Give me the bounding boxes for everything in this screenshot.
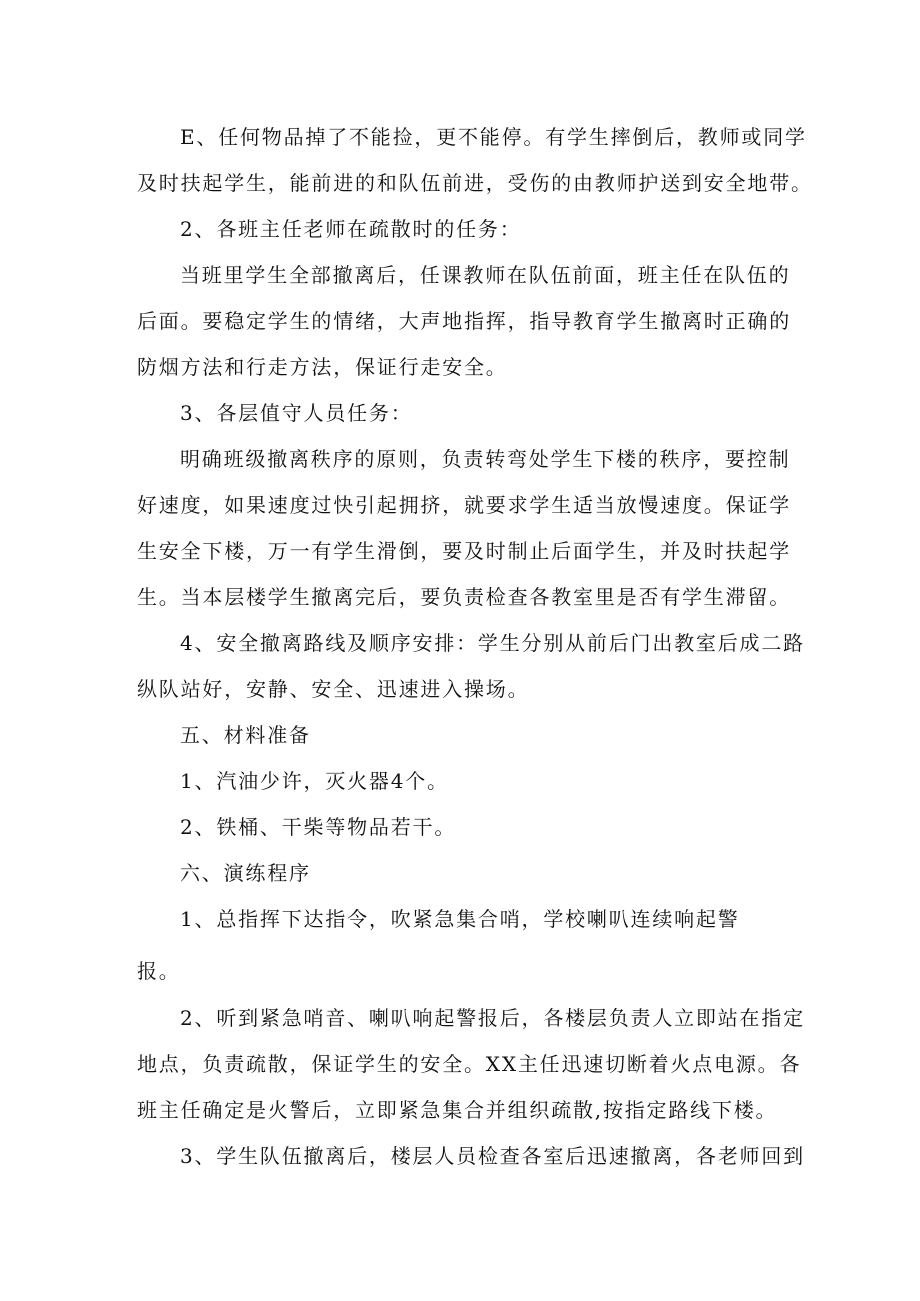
text-line: E、任何物品掉了不能捡，更不能停。有学生摔倒后，教师或同学 — [180, 125, 807, 149]
text-line: 2、各班主任老师在疏散时的任务： — [180, 217, 522, 241]
text-line: 1、汽油少许，灭火器4个。 — [180, 769, 449, 793]
text-line: 好速度，如果速度过快引起拥挤，就要求学生适当放慢速度。保证学 — [137, 493, 791, 517]
text-line: 生。当本层楼学生撤离完后，要负责检查各教室里是否有学生滞留。 — [137, 585, 791, 609]
text-line: 2、铁桶、干柴等物品若干。 — [180, 815, 457, 839]
text-line: 防烟方法和行走方法，保证行走安全。 — [137, 355, 508, 379]
text-line: 1、总指挥下达指令，吹紧急集合哨，学校喇叭连续响起警 — [180, 907, 740, 931]
text-line: 当班里学生全部撤离后，任课教师在队伍前面，班主任在队伍的 — [180, 263, 791, 287]
text-line: 4、安全撤离路线及顺序安排：学生分别从前后门出教室后成二路 — [180, 631, 805, 655]
section-heading: 五、材料准备 — [180, 723, 311, 747]
text-line: 生安全下楼，万一有学生滑倒，要及时制止后面学生，并及时扶起学 — [137, 539, 791, 563]
text-line: 3、学生队伍撤离后，楼层人员检查各室后迅速撤离，各老师回到 — [180, 1144, 805, 1168]
text-line: 纵队站好，安静、安全、迅速进入操场。 — [137, 677, 530, 701]
text-line: 及时扶起学生，能前进的和队伍前进，受伤的由教师护送到安全地带。 — [137, 171, 813, 195]
text-line: 明确班级撤离秩序的原则，负责转弯处学生下楼的秩序，要控制 — [180, 447, 791, 471]
section-heading: 六、演练程序 — [180, 861, 311, 885]
text-line: 报。 — [137, 959, 181, 983]
text-line: 地点，负责疏散，保证学生的安全。XX主任迅速切断着火点电源。各 — [137, 1052, 802, 1076]
text-line: 班主任确定是火警后，立即紧急集合并组织疏散,按指定路线下楼。 — [137, 1098, 778, 1122]
text-line: 3、各层值守人员任务： — [180, 401, 413, 425]
text-line: 2、听到紧急哨音、喇叭响起警报后，各楼层负责人立即站在指定 — [180, 1006, 805, 1030]
text-line: 后面。要稳定学生的情绪，大声地指挥，指导教育学生撤离时正确的 — [137, 309, 791, 333]
